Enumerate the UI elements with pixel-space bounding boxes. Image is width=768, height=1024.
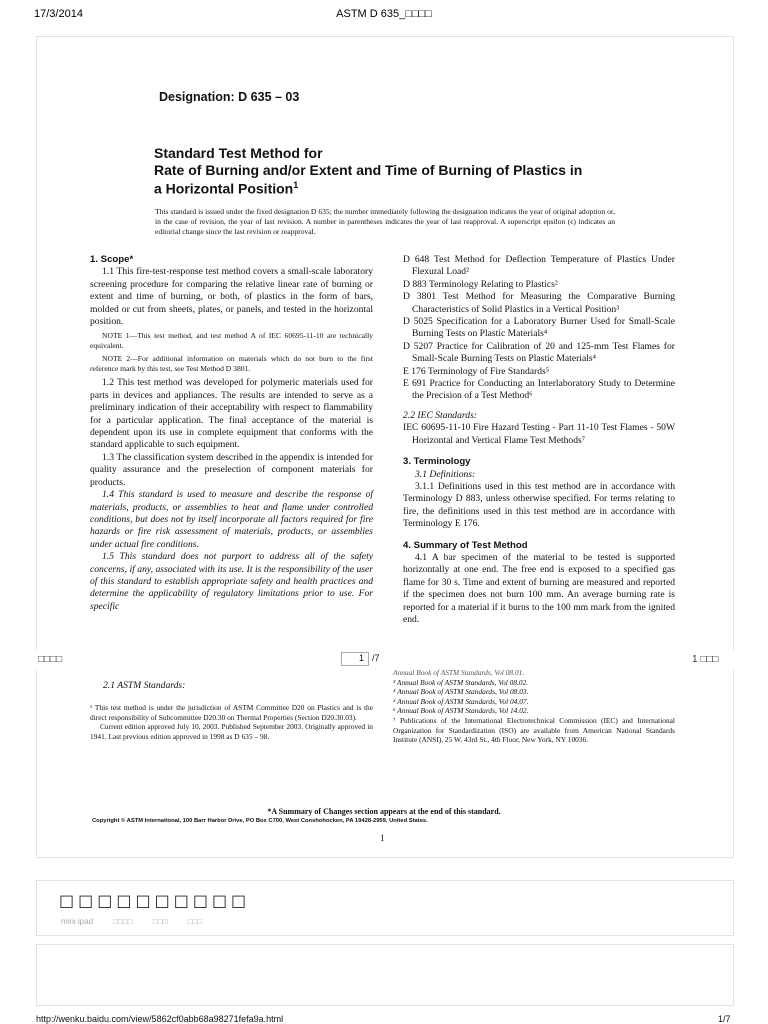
reference-item: D 3801 Test Method for Measuring the Comparative Burning Characteristics of Solid Plastics in a Vertical Position³ [403,291,675,315]
standard-title [154,163,584,197]
footnote: ⁴ Annual Book of ASTM Standards, Vol 08.03. [393,687,529,697]
footnote: Current edition approved July 10, 2003. Published September 2003. Originally approved in 1941. Last previous edition approved in 1998 as D 635 – 98. [90,722,373,741]
footnote: ⁵ Annual Book of ASTM Standards, Vol 04.07. [393,696,529,706]
reference-item: E 691 Practice for Conducting an Interlaboratory Study to Determine the Precision of a Test Method⁶ [403,378,675,402]
print-title: ASTM D 635_□□□□ [336,8,432,20]
designation: Designation: D 635 – 03 [159,90,300,104]
standard-title-footnote-mark: 1 [293,180,299,190]
promo-link[interactable]: mini ipad [61,917,94,926]
paragraph-1-1: 1.1 This fire-test-response test method covers a small-scale laboratory screening procedure for comparing the relative linear rate of burning or extent and time of burning, or both, of plastics in the form of bars, molded or cut from sheets, plates, or panels, and tested in the horizontal position. [90,266,373,328]
footnotes-left [90,703,373,741]
promo-panel [36,880,734,936]
astm-standards-heading [103,680,185,691]
paragraph-3-1: 3.1 Definitions: [415,468,476,480]
print-url: http://wenku.baidu.com/view/5862cf0abb68a98271fefa9a.html [36,1014,284,1024]
reference-item: IEC 60695-11-10 Fire Hazard Testing - Part 11-10 Test Flames - 50W Horizontal and Vertical Flame Test Methods⁷ [403,422,675,446]
summary-of-changes-note: *A Summary of Changes section appears at the end of this standard. [267,807,501,816]
section-heading-terminology: 3. Terminology [403,456,471,468]
promo-link[interactable]: □□□ [187,917,203,926]
reference-item: D 648 Test Method for Deflection Temperature of Plastics Under Flexural Load² [403,254,675,278]
issuance-note: This standard is issued under the fixed designation D 635; the number immediately following the designation indicates the year of original adoption or, in the case of revision, the year of last revision. A number in parentheses indicates the year of last reapproval. A superscript epsilon (ϵ) indicates an editorial change since the last revision or reapproval. [155,207,615,236]
footnote: ³ Annual Book of ASTM Standards, Vol 08.02. [393,677,529,687]
paragraph-1-4: 1.4 This standard is used to measure and describe the response of materials, products, or assemblies to heat and flame under controlled conditions, but does not by itself incorporate all factors required for fire hazards or fire risk assessment of materials, products, or assemblies under actual fire conditions. [90,489,373,550]
footnote: ⁷ Publications of the International Electrotechnical Commission (IEC) and International Organization for Standardization (ISO) are available from American National Standards Institute (ANSI), 25 W. 43rd St., 4th Floor, New York, NY 10036. [393,715,675,745]
promo-links [61,917,220,926]
page-number: 1 [380,833,385,843]
page-navigation-bar [0,650,768,670]
page-bar-right-label[interactable]: 1 □□□ [692,654,719,665]
footnote: ¹ This test method is under the jurisdiction of ASTM Committee D20 on Plastics and is the direct responsibility of Subcommittee D20.30 on Thermal Properties (Section D20.30.03). [90,703,373,722]
footnote: Annual Book of ASTM Standards, Vol 08.01. [393,668,525,677]
right-column [403,254,675,626]
paragraph-1-2: 1.2 This test method was developed for polymeric materials used for parts in devices and appliances. The results are intended to serve as a preliminary indication of their acceptability with respect to flammability for a particular application. The final acceptance of the material is dependent upon its use in complete equipment that conforms with the standard applicable to such equipment. [90,377,373,451]
promo-link[interactable]: □□□ [152,917,168,926]
left-column [90,254,373,613]
standard-title-text: Rate of Burning and/or Extent and Time of Burning of Plastics in a Horizontal Position [154,162,583,197]
footnotes-right [393,668,675,745]
note-2: NOTE 2—For additional information on materials which do not burn to the first reference mark by this test, see Test Method D 3801. [90,354,373,374]
iec-standards-heading: 2.2 IEC Standards: [403,409,477,421]
standard-title-prefix: Standard Test Method for [154,145,323,161]
reference-item: D 5025 Specification for a Laboratory Burner Used for Small-Scale Burning Tests on Plastic Materials⁴ [403,316,675,340]
reference-item: D 5207 Practice for Calibration of 20 and 125-mm Test Flames for Small-Scale Burning Tests on Plastic Materials⁴ [403,340,675,365]
paragraph-3-1-1: 3.1.1 Definitions used in this test method are in accordance with Terminology D 883, unless otherwise specified. For terms relating to fire, the definitions used in this test method are in accordance with Terminology E 176. [403,480,675,530]
section-heading-scope: 1. Scope* [90,254,134,265]
page-bar-left-label[interactable]: □□□□ [38,654,63,665]
footnote: ⁶ Annual Book of ASTM Standards, Vol 14.02. [393,706,529,716]
reference-item: D 883 Terminology Relating to Plastics² [403,278,558,290]
promo-title[interactable]: □□□□□□□□□□ [59,891,251,910]
promo-link[interactable]: □□□□ [113,917,133,926]
note-1: NOTE 1—This test method, and test method A of IEC 60695-11-10 are technically equivalent. [90,331,373,351]
print-header [0,0,768,22]
print-footer [0,1000,768,1024]
print-date: 17/3/2014 [34,8,83,20]
astm-standards-text: 2.1 ASTM Standards: [103,680,186,691]
lower-panel [36,944,734,1006]
copyright-line: Copyright © ASTM International, 100 Barr Harbor Drive, PO Box C700, West Conshohocken, PA 19428-2959, United States. [92,818,428,824]
print-page-count: 1/7 [718,1014,731,1024]
reference-item: E 176 Terminology of Fire Standards⁵ [403,365,550,377]
paragraph-1-3: 1.3 The classification system described in the appendix is intended for quality assurance and the preselection of component materials for products. [90,451,373,488]
section-heading-summary: 4. Summary of Test Method [403,539,528,551]
page-total: /7 [372,653,380,663]
paragraph-4-1: 4.1 A bar specimen of the material to be tested is supported horizontally at one end. The free end is exposed to a specified gas flame for 30 s. Time and extent of burning are measured and reported if the specimen does not burn 100 mm. An average burning rate is reported for a material if it burns to the 100 mm mark from the ignited end. [403,551,675,625]
page-number-input[interactable]: 1 [341,652,369,666]
paragraph-1-5: 1.5 This standard does not purport to address all of the safety concerns, if any, associated with its use. It is the responsibility of the user of this standard to establish appropriate safety and health practices and determine the applicability of regulatory limitations prior to use. For specific [90,551,373,612]
